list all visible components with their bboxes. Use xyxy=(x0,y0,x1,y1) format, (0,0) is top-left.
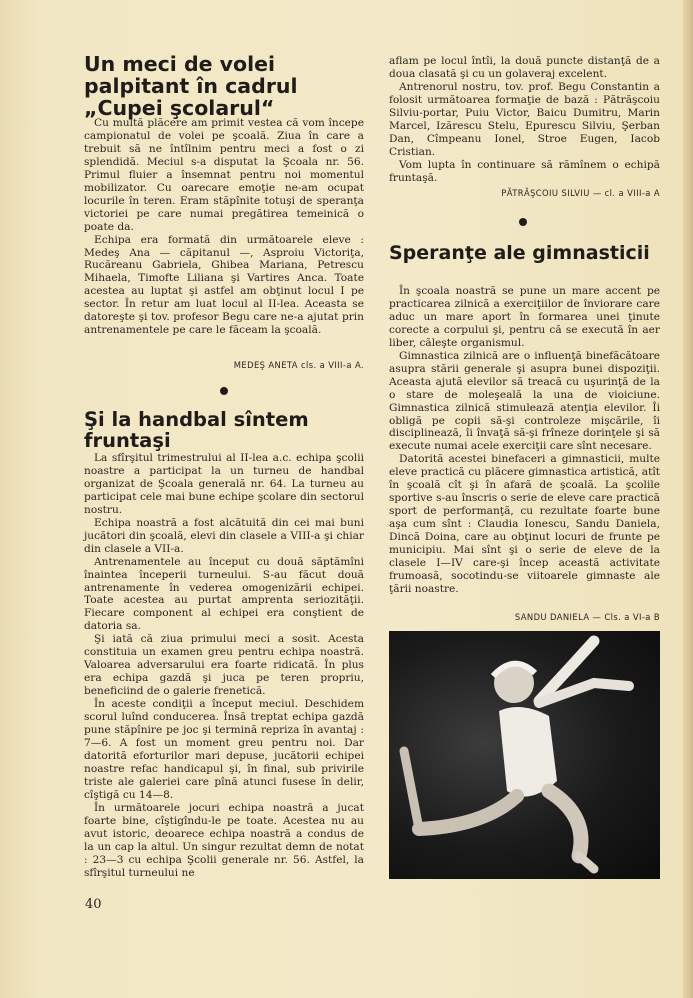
paragraph: În şcoala noastră se pune un mare accent pe practicarea zilnică a exerciţiilor de înviorare care aduc un mare aport în formarea unei ţinute corecte a corpului şi, pentru că se execută în aer liber, căleşte organismul. xyxy=(389,285,660,349)
gymnast-photo xyxy=(389,631,660,879)
paragraph: Şi iată că ziua primului meci a sosit. Acesta constituia un examen greu pentru echipa noastră. Valoarea adversarului era foarte ridicată. În plus era echipa gazdă şi juca pe teren propriu, beneficiind de o galerie frenetică. xyxy=(84,633,364,698)
paragraph: aflam pe locul întîi, la două puncte distanţă de a doua clasată şi cu un golaveraj excelent. xyxy=(389,55,660,80)
separator-bullet xyxy=(519,218,527,226)
paragraph: Antrenamentele au început cu două săptămîni înaintea începerii turneului. S-au făcut două antrenamente în vederea omogenizării echipei. Toate acestea au purtat amprenta seriozităţii. Fiecare component al echipei era conştient de datoria sa. xyxy=(84,555,364,633)
separator-bullet xyxy=(220,387,228,395)
paragraph: În aceste condiţii a început meciul. Deschidem scorul luînd conducerea. Însă treptat echipa gazdă pune stăpînire pe joc şi termină repriza în avantaj : 7—6. A fost un moment greu pentru noi. Dar datorită eforturilor mari depuse, jucătorii echipei noastre refac handicapul şi, în final, sub privirile triste ale galeriei care pînă atunci fusese în delir, cîştigă cu 14—8. xyxy=(84,698,364,801)
gymnast-illustration xyxy=(389,631,660,879)
article-handball-body xyxy=(84,452,364,879)
paragraph: Datorită acestei binefaceri a gimnasticii, multe eleve practică cu plăcere gimnastica artistică, atît în şcoală cît şi în afară de şcoală. La şcolile sportive s-au înscris o serie de eleve care practică sport de performanţă, cu rezultate foarte bune aşa cum sînt : Claudia Ionescu, Sandu Daniela, Dincă Doina, care au obţinut locuri de frunte pe municipiu. Mai sînt şi o serie de eleve de la clasele I—IV care-şi încep această activitate frumoasă, socotindu-se viitoarele gimnaste ale ţării noastre. xyxy=(389,453,660,595)
paragraph: În următoarele jocuri echipa noastră a jucat foarte bine, cîştigîndu-le pe toate. Acestea nu au avut istoric, deoarece echipa noastră a condus de la un cap la altul. Un singur rezultat demn de notat : 23—3 cu echipa Şcolii generale nr. 56. Astfel, la sfîrşitul turneului ne xyxy=(84,801,364,879)
article-gymnastics-body xyxy=(389,285,660,596)
paragraph: Antrenorul nostru, tov. prof. Begu Constantin a folosit următoarea formaţie de bază : Pătrăşcoiu Silviu-portar, Puiu Victor, Baicu Dumitru, Marin Marcel, Izărescu Stelu, Epurescu Silviu, Şerban Dan, Cîmpeanu Ionel, Stroe Eugen, Iacob Cristian. xyxy=(389,80,660,158)
paragraph: Cu multă plăcere am primit vestea că vom începe campionatul de volei pe şcoală. Ziua în care a trebuit să ne întîlnim pentru meci a fost o zi splendidă. Meciul s-a disputat la Şcoala nr. 56. Primul fluier a însemnat pentru noi momentul mobilizator. Cu oarecare emoţie ne-am ocupat locurile în teren. Eram stăpînite totuşi de speranţa victoriei pe care numai pregătirea temeinică o poate da. xyxy=(84,117,364,233)
article-volleyball-signature: MEDEŞ ANETA cls. a VIII-a A. xyxy=(233,360,364,370)
article-volleyball-body xyxy=(84,117,364,337)
article-handball-signature: PĂTRĂŞCOIU SILVIU — cl. a VIII-a A xyxy=(501,188,660,198)
paragraph: Vom lupta în continuare să rămînem o echipă fruntaşă. xyxy=(389,158,660,184)
article-handball-title: Şi la handbal sîntem fruntaşi xyxy=(84,408,309,453)
paragraph: Echipa era formată din următoarele eleve : Medeş Ana — căpitanul —, Asproiu Victoriţa, Rucăreanu Gabriela, Ghibea Mariana, Petrescu Mihaela, Timofte Liliana şi Vartires Anca. Toate acestea au luptat şi astfel am obţinut locul I pe sector. În retur am luat locul al II-lea. Aceasta se datoreşte şi tov. profesor Begu care ne-a ajutat prin antrenamentele pe care le făceam la şcoală. xyxy=(84,233,364,337)
paragraph: Echipa noastră a fost alcătuită din cei mai buni jucători din şcoală, elevi din clasele a VIII-a şi chiar din clasele a VII-a. xyxy=(84,516,364,555)
paragraph: La sfîrşitul trimestrului al II-lea a.c. echipa şcolii noastre a participat la un turneu de handbal organizat de Şcoala generală nr. 64. La turneu au participat cele mai bune echipe şcolare din sectorul nostru. xyxy=(84,452,364,516)
article-handball-continuation xyxy=(389,55,660,185)
article-gymnastics-signature: SANDU DANIELA — Cls. a VI-a B xyxy=(514,612,660,622)
page-binding-edge xyxy=(683,0,693,998)
article-gymnastics-title: Speranţe ale gimnasticii xyxy=(389,242,650,264)
article-volleyball-title: Un meci de volei palpitant în cadrul „Cupei şcolarul“ xyxy=(84,52,298,121)
page-number: 40 xyxy=(85,897,102,912)
paragraph: Gimnastica zilnică are o influenţă binefăcătoare asupra stării generale şi asupra bunei dispoziţii. Aceasta ajută elevilor să treacă cu uşurinţă de la o stare de moleşeală la una de vioiciune. Gimnastica zilnică stimulează atenţia elevilor. Îi obligă pe copii să-şi controleze mişcările, îi disciplinează, îi învaţă să-şi frîneze dorinţele şi să execute numai acele exerciţii care sînt necesare. xyxy=(389,349,660,453)
